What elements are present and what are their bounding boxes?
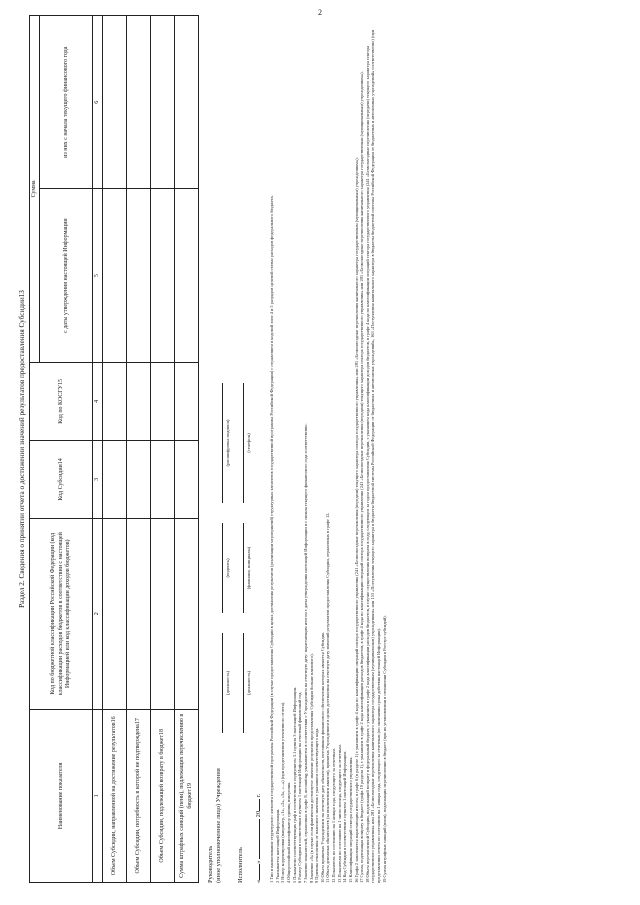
footnote: 18 Объем перечисленной Субсидии, подлежащий возврату в федеральный бюджет, с указанием в графе 2 кода классификации расходов бюджетов, в случае осуществления возврата в году, следующем за годом предоставления Субсидии, с указанием кода классификации доходов бюджетов, в графе 4 кода по классификации операций сектора государственного управления (241 «Безвозмездные перечисления (передачи) текущего характера сектора государственного управления» или 281 «Безвозмездные перечисления капитального характера государственным (муниципальным) учреждениям» или 153 «Поступления текущего характера в бюджеты бюджетной системы Российской Федерации от бюджетных и автономных учреждений», 163 «Поступления капитального характера в бюджеты бюджетной системы Российской Федерации от бюджетных и автономных учреждений» соответственно) (при представлении отчета по состоянию на 1 января года, следующего за отчетным (по окончании срока действия настоящей Информации). — [364, 29, 382, 883]
cell-empty — [175, 189, 199, 362]
footnote: 7 Значение показателей, отраженных в графе 8, accounting; указываются в соответствии с Учреждением на отчетную дату: нарастающим итогом с даты утверждения настоящей Информации и с начала текущего финансового года соответственно. — [302, 423, 308, 883]
col-header-sum-year: из них с начала текущего финансового года — [40, 16, 93, 189]
executor-phone-caption: (телефон) — [246, 433, 252, 453]
footnote: 16 Графа 2 заполняется нарастающим итогом, в графе 6 (в разделе 1) с указанием в графе 4 кода по классификации операций сектора государственного управления (241 «Безвозмездные перечисления (передачи) текущего характера сектора государственного управления» или 281 «Безвозмездные перечисления капитального характера государственным (муниципальным) учреждениям»). — [353, 157, 359, 883]
date-year-blank[interactable] — [259, 799, 260, 811]
cell-empty — [127, 440, 151, 518]
date-quote-close: » — [255, 860, 263, 864]
cell-empty — [151, 440, 175, 518]
row-label: Объем Субсидии, потребность в которой не подтверждена17 — [127, 709, 151, 882]
head-label: Руководитель — [207, 845, 215, 883]
row-label: Объем Субсидии, подлежащей возврату в бюджет18 — [151, 709, 175, 882]
section-title: Раздел 2. Сведения о принятии отчета о достижении значений результатов предоставления Субсидии13 — [18, 290, 26, 608]
table-row — [103, 16, 127, 883]
col-number: 5 — [93, 189, 103, 362]
executor-fio-line[interactable] — [243, 523, 244, 613]
executor-label: Исполнитель — [237, 847, 245, 883]
footnote: 19 Сумма штрафных санкций (пени), подлежащих перечислению в бюджет (при их установлении в отношении Субсидии в Реестре субсидий). — [381, 615, 387, 883]
col-header-kbk: Код по бюджетной классификации Российской Федерации (код классификации расходов бюджетов в соответствии с настоящей Информацией или код классификации доходов бюджетов) — [30, 518, 93, 709]
table-row — [175, 16, 199, 883]
row-label: Объем Субсидии, направленной на достижение результатов16 — [103, 709, 127, 882]
cell-empty — [151, 518, 175, 709]
signature-caption: (подпись) — [225, 558, 231, 578]
subsidy-table — [29, 15, 199, 883]
footnote: 1 Тип и наименование структурного элемента государственной программы Российской Федерации (в случае предоставления Субсидии в целях достижения результатов (реализации мероприятий) структурных элементов государственной программы Российской Федерации) с отражением в кодовой зоне 4 и 5 разрядов целевой статьи расходов федерального бюджета. — [269, 195, 275, 883]
cell-empty — [103, 518, 127, 709]
col-header-subsidy-code: Код Субсидии14 — [30, 440, 93, 518]
cell-empty — [175, 16, 199, 189]
footnote: 4 Общероссийский классификатор единиц измерения. — [286, 781, 292, 883]
decoding-caption: (расшифровка подписи) — [225, 419, 231, 467]
signature-block — [207, 15, 269, 883]
date-month-blank[interactable] — [259, 819, 260, 859]
cell-empty — [151, 362, 175, 440]
cell-empty — [127, 189, 151, 362]
position-line[interactable] — [222, 633, 223, 733]
page-number: 2 — [318, 8, 322, 17]
cell-empty — [127, 362, 151, 440]
cell-empty — [175, 518, 199, 709]
cell-empty — [127, 518, 151, 709]
cell-empty — [127, 16, 151, 189]
date-day-blank[interactable] — [259, 864, 260, 880]
footnote: 12 Показатель по состоянию на 1 января года, следующего за отчетным. — [331, 747, 337, 883]
report-section-2 — [18, 15, 387, 883]
col-number: 2 — [93, 518, 103, 709]
footnote: 14 Код Субсидии в соответствии с пунктом 1 настоящей Информации. — [342, 751, 348, 883]
cell-empty — [103, 16, 127, 189]
col-number: 1 — [93, 709, 103, 882]
footnotes — [269, 15, 387, 883]
executor-position-line[interactable] — [243, 633, 244, 733]
col-header-sum: Сумма — [30, 16, 40, 363]
cell-empty — [151, 189, 175, 362]
executor-phone-line[interactable] — [243, 383, 244, 503]
footnote: 8 Значение «0» (в случае если фактически достигнутое значение результата предоставления Субсидии больше планового). — [308, 653, 314, 883]
col-header-kosgu: Код по КОСГУ15 — [30, 362, 93, 440]
footnote: 17 Сумма, подлежащая возврату в бюджет (графа 19 раздела 1), с указанием в графе 2 кода классификации расходов бюджетов, в графе 4 кода по классификации операций сектора государственного управления (241 «Безвозмездные перечисления (передачи) текущего характера сектора государственного управления» или 281 «Безвозмездные перечисления капитального характера государственным (муниципальным) учреждениям»). — [359, 71, 365, 883]
col-header-name: Наименование показателя — [30, 709, 93, 882]
footnote: 11 Объем денежных обязательств (за исключением авансов), принятых Учреждением в целях достижения на отчетную дату значений результатов предоставления Субсидии, отраженных в графе 12. — [325, 512, 331, 883]
col-number: 6 — [93, 16, 103, 189]
cell-empty — [175, 440, 199, 518]
date-quote-open: « — [255, 879, 263, 883]
footnote: 3 Номер корректировки (например, «1», «2», «3», «...») (при представлении уточненного отчета). — [280, 701, 286, 883]
date-line — [255, 794, 262, 883]
decoding-line[interactable] — [222, 383, 223, 503]
date-year: 20 — [255, 810, 263, 818]
cell-empty — [175, 362, 199, 440]
col-number: 4 — [93, 362, 103, 440]
cell-empty — [151, 16, 175, 189]
footnote: 6 Размер Субсидии в соответствии с пунктом 1 настоящей Информации на отчетный финансовый год. — [297, 691, 303, 883]
footnote: 13 Показатели по состоянию на 1 число месяца, следующего за отчетным. — [336, 744, 342, 883]
footnote: 9 Причина отклонения от планового значения с указанием соответствующего кода. — [314, 727, 320, 883]
executor-position-caption: (должность) — [246, 670, 252, 696]
cell-empty — [103, 362, 127, 440]
date-g: г. — [255, 793, 263, 798]
footnote: 10 Объем принятых Учреждением на отчетную дату обязательств, источником финансового обеспечения которых является Субсидия. — [319, 631, 325, 883]
cell-empty — [103, 440, 127, 518]
cell-empty — [103, 189, 127, 362]
row-label: Сумма штрафных санкций (пени), подлежащих перечислению в бюджет19 — [175, 709, 199, 882]
footnote: 15 Классификация операций сектора государственного управления. — [347, 756, 353, 883]
col-header-sum-date: с даты утверждения настоящей Информации — [40, 189, 93, 362]
col-number: 3 — [93, 440, 103, 518]
signature-line[interactable] — [222, 523, 223, 613]
executor-fio-caption: (фамилия, инициалы) — [246, 546, 252, 590]
position-caption: (должность) — [225, 670, 231, 696]
table-row — [151, 16, 175, 883]
head-label-2: (иное уполномоченное лицо) Учреждения — [215, 768, 223, 883]
column-number-row — [93, 16, 103, 883]
footnote: 5 Показатели соответствующих граф в соответствии с подпунктом 3.1 пункта 3 настоящей Информации. — [291, 686, 297, 883]
footnote: 2 Указывается настоящей Информации. — [274, 808, 280, 883]
table-row — [127, 16, 151, 883]
